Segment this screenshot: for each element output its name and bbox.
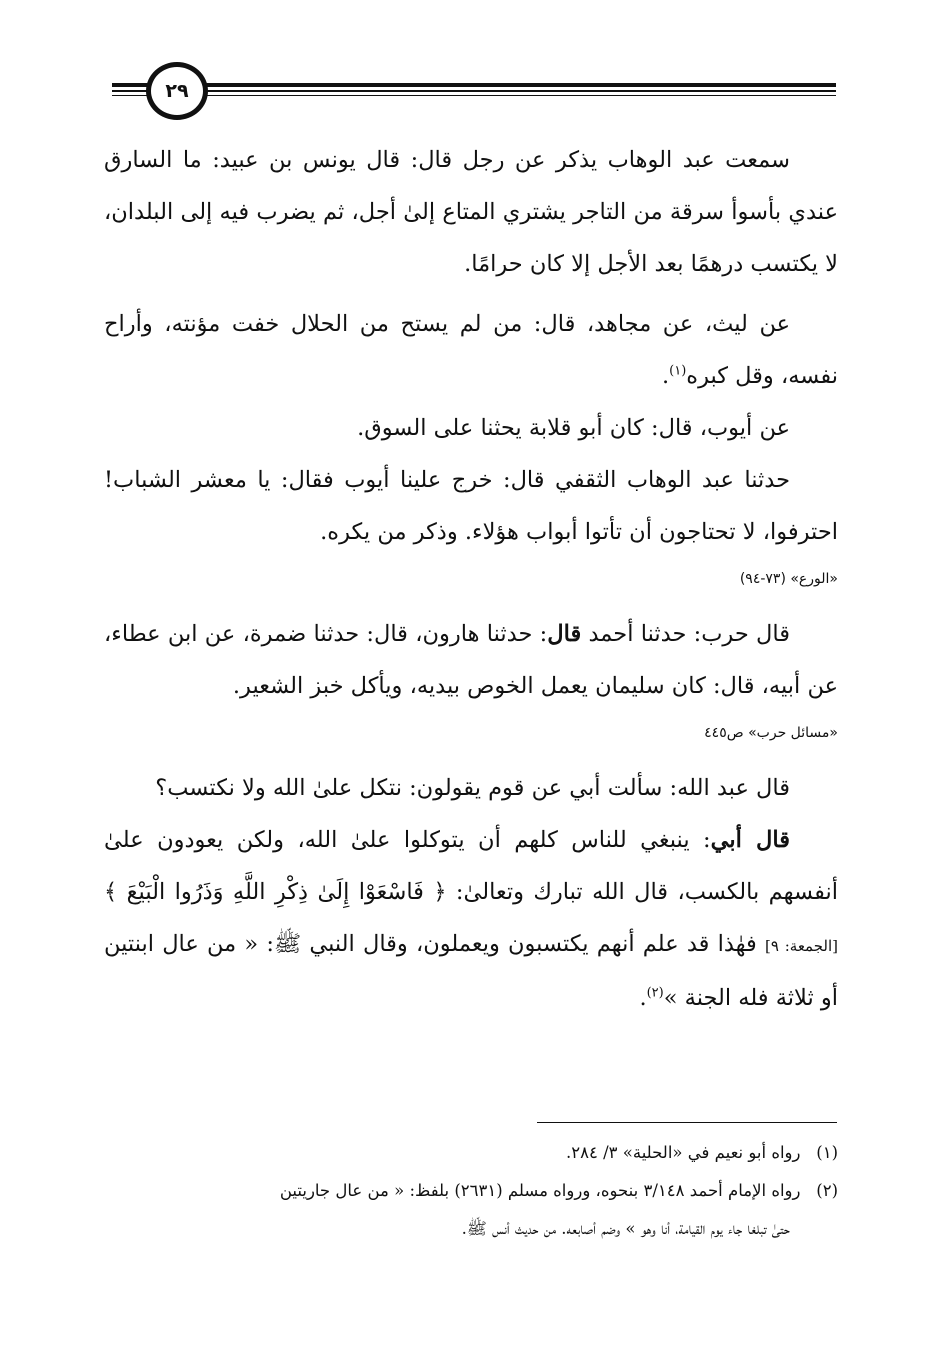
footnote-divider — [537, 1122, 837, 1123]
main-text — [104, 134, 838, 1024]
footnote: (١) رواه أبو نعيم في «الحلية» ٣/ ٢٨٤. — [565, 1143, 838, 1162]
header-rule — [112, 83, 836, 87]
quran-verse: ﴿ فَاسْعَوْا إِلَىٰ ذِكْرِ اللَّهِ وَذَرُوا الْبَيْعَ ﴾ — [104, 879, 447, 905]
paragraph: عن ليث، عن مجاهد، قال: من لم يستح من الحلال خفت مؤنته، وأراح نفسه، وقل كبره$^{(١)}$. — [104, 311, 838, 389]
paragraph: قال حرب: حدثنا أحمد قال: حدثنا هارون، قال: حدثنا ضمرة، عن ابن عطاء، عن أبيه، قال: كان سليمان يعمل الخوص بيديه، ويأكل خبز الشعير. — [104, 621, 838, 699]
footnotes — [104, 1134, 838, 1248]
source-citation: «الورع» (٧٣-٩٤) — [739, 571, 838, 587]
source-citation: «مسائل حرب» ص٤٤٥ — [704, 725, 838, 741]
page-header — [112, 62, 836, 126]
paragraph: قال أبي: ينبغي للناس كلهم أن يتوكلوا علىٰ الله، ولكن يعودون علىٰ أنفسهم بالكسب، قال الله تبارك وتعالىٰ: ﴿ فَاسْعَوْا إِلَىٰ ذِكْرِ اللَّهِ وَذَرُوا الْبَيْعَ ﴾ [الجمعة: ٩] فهٰذا قد علم أنهم يكتسبون ويعملون، وقال النبي ﷺ: « من عال ابنتين أو ثلاثة فله الجنة »$^{(٢)}$. — [104, 827, 838, 1011]
paragraph: عن أيوب، قال: كان أبو قلابة يحثنا على السوق. — [357, 415, 790, 441]
footnote-marker[interactable]: (١) — [669, 363, 687, 379]
footnote: (٢) رواه الإمام أحمد ٣/١٤٨ بنحوه، ورواه مسلم (٢٦٣١) بلفظ: « من عال جاريتين حتىٰ تبلغا جاء يوم القيامة، أنا وهو » وضم أصابعه. من حديث أنس ﷺ. — [279, 1181, 838, 1238]
paragraph: قال عبد الله: سألت أبي عن قوم يقولون: نتكل علىٰ الله ولا نكتسب؟ — [155, 775, 790, 801]
page-number: ٢٩ — [146, 62, 208, 120]
header-rule — [112, 95, 836, 96]
header-rule — [112, 90, 836, 92]
quran-reference: [الجمعة: ٩] — [764, 937, 838, 955]
paragraph: حدثنا عبد الوهاب الثقفي قال: خرج علينا أيوب فقال: يا معشر الشباب! احترفوا، لا تحتاجون أن تأتوا أبواب هؤلاء. وذكر من يكره. — [104, 467, 838, 545]
paragraph: سمعت عبد الوهاب يذكر عن رجل قال: قال يونس بن عبيد: ما السارق عندي بأسوأ سرقة من التاجر يشتري المتاع إلىٰ أجل، ثم يضرب فيه إلى البلدان، لا يكتسب درهمًا بعد الأجل إلا كان حرامًا. — [104, 147, 838, 277]
footnote-marker[interactable]: (٢) — [646, 985, 664, 1001]
